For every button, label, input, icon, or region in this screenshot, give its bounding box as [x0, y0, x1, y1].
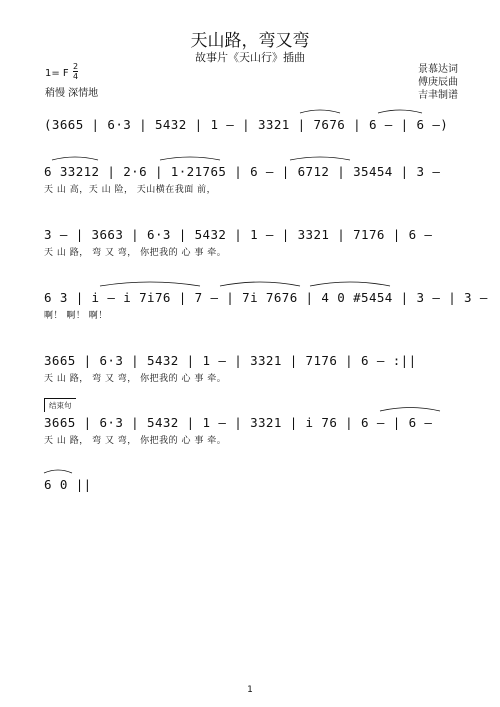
- notation-line: 6 0 ||: [44, 477, 92, 492]
- lyric-line: 啊！ 啊！ 啊！: [44, 311, 108, 321]
- slur: [380, 408, 440, 412]
- slur: [52, 157, 98, 160]
- credit-arranger: 吉聿制谱: [418, 90, 458, 101]
- credit-lyricist: 景慕达词: [418, 64, 458, 75]
- page-number: 1: [247, 685, 253, 695]
- lyric-line: 天 山 路， 弯 又 弯， 你把我的 心 事 牵。: [44, 436, 227, 446]
- slur: [378, 110, 422, 113]
- notation-line: 6 33212 | 2·6 | 1·21765 | 6 – | 6712 | 35454 | 3 –: [44, 164, 441, 179]
- slur: [44, 470, 72, 473]
- ending-bracket: 结束句: [44, 398, 76, 412]
- lyric-line: 天 山 路， 弯 又 弯， 你把我的 心 事 牵。: [44, 248, 227, 258]
- notation-line: (3665 | 6·3 | 5432 | 1 – | 3321 | 7676 | 6 – | 6 –): [44, 117, 449, 132]
- lyric-line: 天 山 高，天 山 险， 天山横在我面 前，: [44, 185, 217, 195]
- key-signature: 1= F: [45, 68, 69, 79]
- notation-line: 6 3 | i – i 7i76 | 7 – | 7i 7676 | 4 0 #5454 | 3 – | 3 –: [44, 290, 488, 305]
- slur: [160, 157, 220, 160]
- credit-composer: 傅庚辰曲: [418, 77, 458, 88]
- slur: [310, 282, 390, 286]
- meter-top: 2: [73, 62, 79, 71]
- slur: [300, 110, 340, 113]
- page-subtitle: 故事片《天山行》插曲: [195, 51, 305, 64]
- slur: [100, 282, 200, 286]
- tempo-marking: 稍慢 深情地: [45, 88, 99, 99]
- notation-line: 3 – | 3663 | 6·3 | 5432 | 1 – | 3321 | 7176 | 6 –: [44, 227, 433, 242]
- notation-line: 3665 | 6·3 | 5432 | 1 – | 3321 | 7176 | 6 – :||: [44, 353, 417, 368]
- notation-line: 3665 | 6·3 | 5432 | 1 – | 3321 | i 76 | 6 – | 6 –: [44, 415, 433, 430]
- slur: [290, 157, 350, 160]
- lyric-line: 天 山 路， 弯 又 弯， 你把我的 心 事 牵。: [44, 374, 227, 384]
- page-title: 天山路，弯又弯: [190, 31, 310, 51]
- meter-bottom: 4: [73, 72, 79, 81]
- slur: [220, 282, 300, 286]
